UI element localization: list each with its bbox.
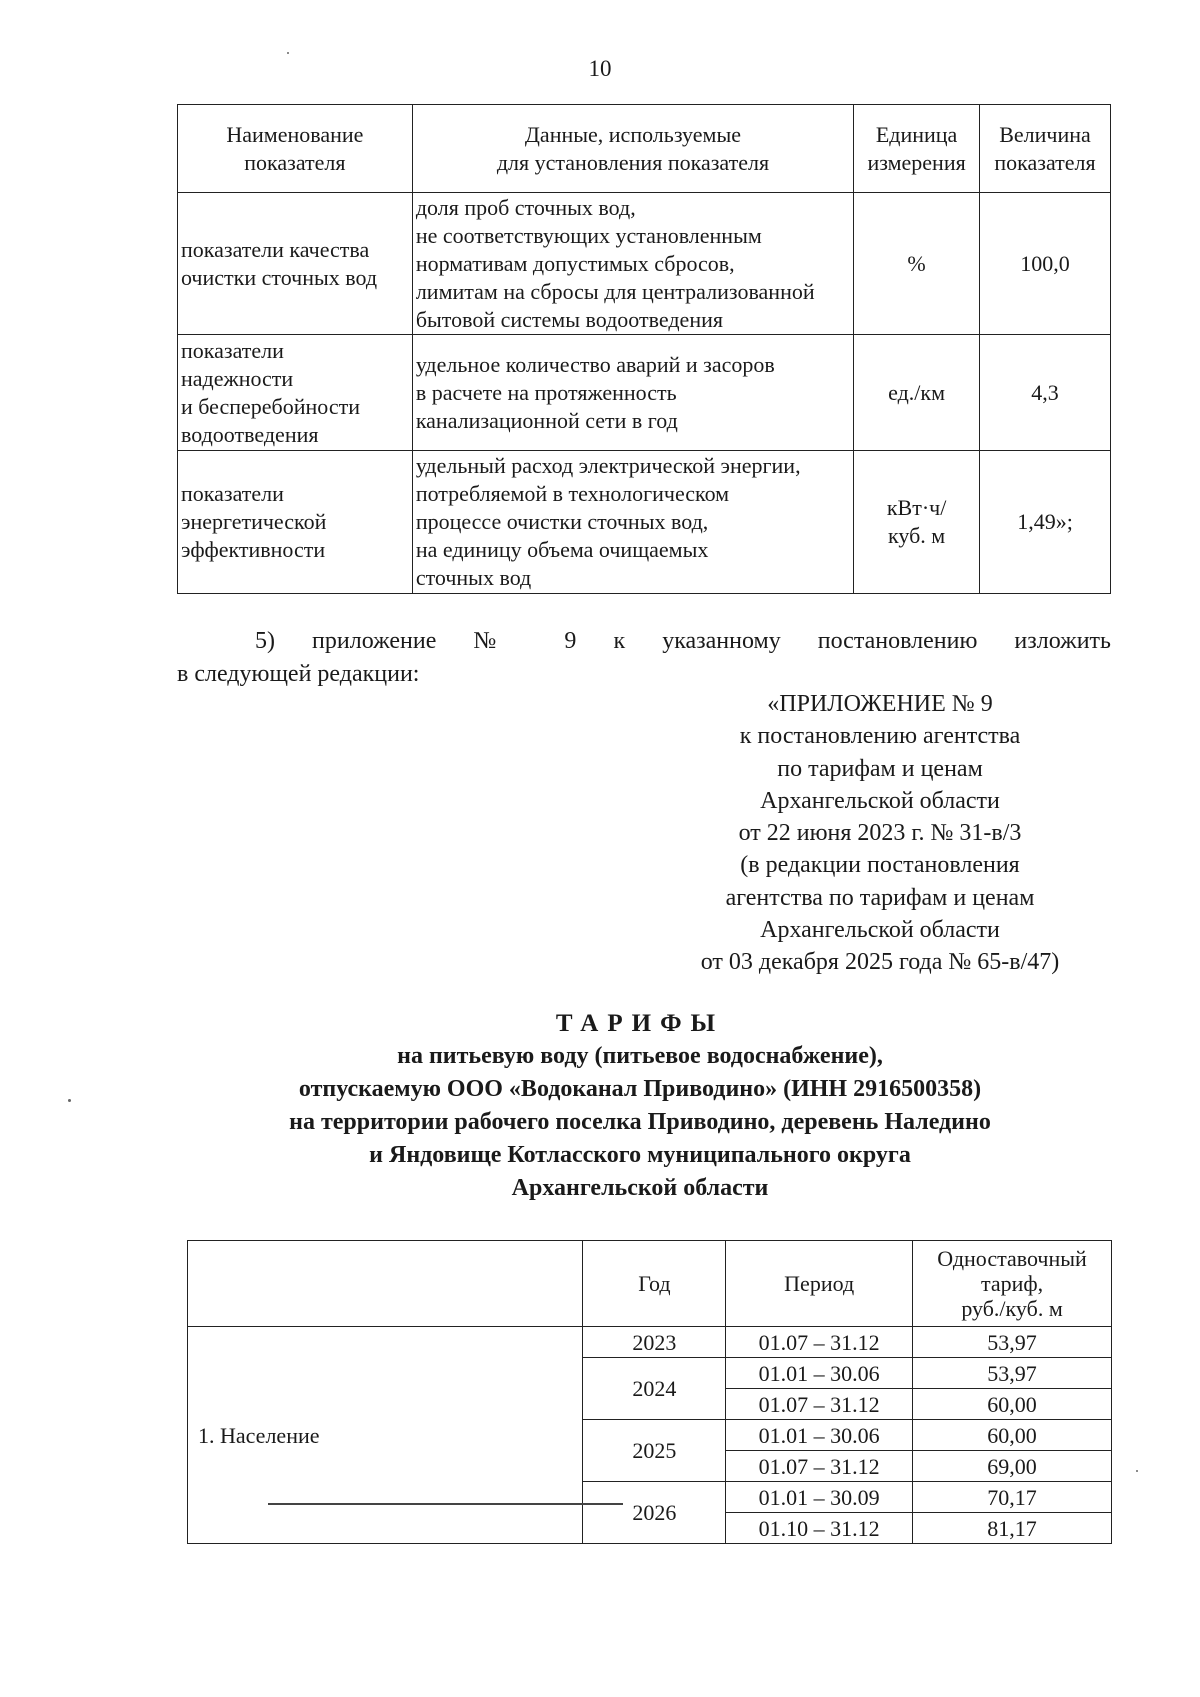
paragraph-line: 5) приложение № 9 к указанному постановлению изложить bbox=[255, 628, 1111, 654]
title-line: на территории рабочего поселка Приводино, деревень Наледино bbox=[289, 1109, 991, 1135]
period-cell: 01.01 – 30.09 bbox=[726, 1482, 913, 1513]
indicators-table bbox=[177, 104, 1111, 594]
tariff-cell: 69,00 bbox=[913, 1451, 1112, 1482]
text-line: на единицу объема очищаемых bbox=[415, 537, 709, 562]
text-line: % bbox=[907, 250, 926, 276]
appendix-reference bbox=[640, 688, 1120, 979]
text-line: показатели bbox=[181, 481, 284, 506]
text-line: процессе очистки сточных вод, bbox=[415, 509, 709, 534]
indicator-data bbox=[412, 193, 853, 335]
header-period: Период bbox=[726, 1241, 913, 1327]
indicator-row-wastewater-quality bbox=[178, 193, 1111, 335]
header-line: Единица bbox=[875, 121, 958, 147]
appendix-line: Архангельской области bbox=[760, 917, 1000, 944]
scan-artifact-line bbox=[268, 1503, 623, 1505]
appendix-line: от 22 июня 2023 г. № 31-в/3 bbox=[738, 820, 1022, 847]
appendix-line: Архангельской области bbox=[760, 787, 1000, 814]
text-line: энергетической bbox=[181, 509, 327, 534]
year-cell: 2026 bbox=[583, 1482, 726, 1544]
header-indicator-name bbox=[178, 105, 413, 193]
header-value bbox=[980, 105, 1111, 193]
amendment-paragraph bbox=[177, 625, 1111, 691]
text-line: очистки сточных вод bbox=[181, 264, 378, 290]
text-line: нормативам допустимых сбросов, bbox=[415, 250, 735, 276]
header-line: Данные, используемые bbox=[524, 121, 741, 147]
year-cell: 2024 bbox=[583, 1358, 726, 1420]
text-line: надежности bbox=[181, 365, 294, 391]
header-line: руб./куб. м bbox=[961, 1296, 1063, 1321]
header-year: Год bbox=[583, 1241, 726, 1327]
header-line: Наименование bbox=[226, 121, 364, 147]
appendix-line: (в редакции постановления bbox=[740, 852, 1020, 879]
tariff-cell: 53,97 bbox=[913, 1358, 1112, 1389]
indicator-value: 100,0 bbox=[980, 193, 1111, 335]
tariff-cell: 81,17 bbox=[913, 1513, 1112, 1544]
header-line: тариф, bbox=[980, 1271, 1044, 1296]
text-line: удельное количество аварий и засоров bbox=[415, 351, 775, 377]
text-line: не соответствующих установленным bbox=[415, 222, 762, 248]
text-line: водоотведения bbox=[181, 421, 319, 447]
text-line: бытовой системы водоотведения bbox=[415, 306, 723, 332]
title-line: на питьевую воду (питьевое водоснабжение), bbox=[397, 1043, 883, 1069]
scan-speck bbox=[287, 52, 289, 54]
scan-speck bbox=[68, 1099, 71, 1102]
indicator-name bbox=[178, 451, 413, 594]
year-cell: 2025 bbox=[583, 1420, 726, 1482]
indicator-row-energy-efficiency bbox=[178, 451, 1111, 594]
header-category bbox=[188, 1241, 583, 1327]
period-cell: 01.01 – 30.06 bbox=[726, 1358, 913, 1389]
header-indicator-data bbox=[412, 105, 853, 193]
text-line: показатели качества bbox=[181, 236, 370, 262]
indicator-row-reliability bbox=[178, 335, 1111, 451]
appendix-line: агентства по тарифам и ценам bbox=[725, 884, 1035, 911]
text-line: эффективности bbox=[181, 537, 326, 562]
year-cell: 2023 bbox=[583, 1327, 726, 1358]
appendix-line: по тарифам и ценам bbox=[777, 755, 983, 782]
text-line: лимитам на сбросы для централизованной bbox=[415, 278, 815, 304]
scan-speck bbox=[1136, 1470, 1138, 1472]
tariffs-heading: ТАРИФЫ bbox=[555, 1010, 725, 1037]
text-line: ед./км bbox=[888, 379, 946, 405]
table-row bbox=[188, 1327, 1112, 1358]
text-line: показатели bbox=[181, 337, 284, 363]
indicator-data bbox=[412, 451, 853, 594]
appendix-line: от 03 декабря 2025 года № 65-в/47) bbox=[700, 949, 1060, 976]
title-line: отпускаемую ООО «Водоканал Приводино» (ИНН 2916500358) bbox=[298, 1076, 982, 1102]
text-line: и бесперебойности bbox=[181, 393, 360, 419]
text-line: доля проб сточных вод, bbox=[415, 194, 636, 220]
tariff-cell: 53,97 bbox=[913, 1327, 1112, 1358]
tariff-header-row bbox=[188, 1241, 1112, 1327]
text-line: в расчете на протяженность bbox=[415, 379, 677, 405]
page-number: 10 bbox=[588, 56, 612, 81]
period-cell: 01.07 – 31.12 bbox=[726, 1327, 913, 1358]
tariff-cell: 70,17 bbox=[913, 1482, 1112, 1513]
title-line: Архангельской области bbox=[511, 1175, 769, 1201]
tariffs-title bbox=[150, 1007, 1130, 1205]
period-cell: 01.10 – 31.12 bbox=[726, 1513, 913, 1544]
indicator-unit bbox=[854, 451, 980, 594]
header-line: для установления показателя bbox=[496, 149, 770, 175]
period-cell: 01.07 – 31.12 bbox=[726, 1451, 913, 1482]
tariff-table bbox=[187, 1240, 1112, 1544]
indicator-name bbox=[178, 335, 413, 451]
text-line: сточных вод bbox=[415, 565, 532, 590]
header-line: Величина bbox=[999, 121, 1091, 147]
text-line: куб. м bbox=[887, 523, 946, 548]
indicator-data bbox=[412, 335, 853, 451]
period-cell: 01.07 – 31.12 bbox=[726, 1389, 913, 1420]
tariff-cell: 60,00 bbox=[913, 1389, 1112, 1420]
indicator-value: 1,49»; bbox=[980, 451, 1111, 594]
paragraph-line: в следующей редакции: bbox=[177, 661, 420, 687]
header-line: Одноставочный bbox=[937, 1246, 1087, 1271]
indicator-value: 4,3 bbox=[980, 335, 1111, 451]
appendix-line: «ПРИЛОЖЕНИЕ № 9 bbox=[767, 691, 993, 717]
text-line: потребляемой в технологическом bbox=[415, 481, 730, 506]
appendix-line: к постановлению агентства bbox=[739, 723, 1021, 750]
tariff-cell: 60,00 bbox=[913, 1420, 1112, 1451]
category-cell: 1. Население bbox=[188, 1327, 583, 1544]
text-line: канализационной сети в год bbox=[415, 407, 678, 433]
text-line: удельный расход электрической энергии, bbox=[415, 453, 801, 478]
indicators-header-row bbox=[178, 105, 1111, 193]
header-line: измерения bbox=[867, 149, 966, 175]
header-tariff bbox=[913, 1241, 1112, 1327]
indicator-unit bbox=[854, 193, 980, 335]
title-line: и Яндовище Котласского муниципального округа bbox=[369, 1142, 911, 1168]
text-line: кВт·ч/ bbox=[886, 495, 947, 520]
indicator-unit bbox=[854, 335, 980, 451]
period-cell: 01.01 – 30.06 bbox=[726, 1420, 913, 1451]
header-line: показателя bbox=[244, 149, 346, 175]
indicator-name bbox=[178, 193, 413, 335]
header-unit bbox=[854, 105, 980, 193]
header-line: показателя bbox=[994, 149, 1096, 175]
